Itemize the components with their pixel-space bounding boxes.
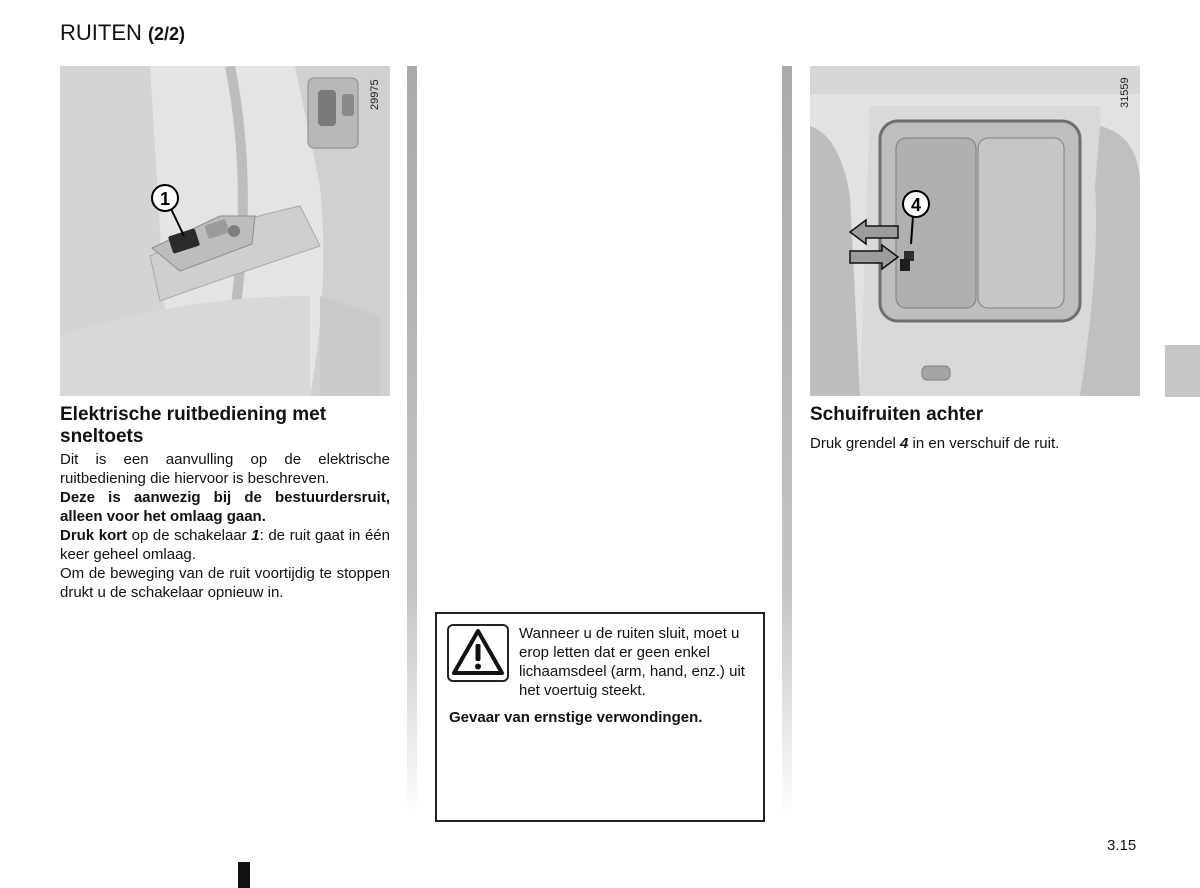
sliding-window-photo bbox=[810, 66, 1140, 396]
section-heading-right: Schuifruiten achter bbox=[810, 404, 984, 425]
column-rule-right bbox=[782, 66, 792, 816]
right-body-text bbox=[810, 434, 1140, 453]
callout-label-4: 4 bbox=[910, 195, 922, 215]
p3-text-a: op de schakelaar bbox=[127, 527, 252, 544]
paragraph-3 bbox=[60, 526, 390, 564]
door-switch-illustration bbox=[60, 66, 390, 396]
paragraph-2: Deze is aanwezig bij de bestuurdersruit, alleen voor het omlaag gaan. bbox=[60, 489, 390, 525]
print-mark bbox=[238, 862, 250, 888]
chapter-tab bbox=[1165, 345, 1200, 397]
callout-label-1: 1 bbox=[159, 189, 171, 209]
right-text-a: Druk grendel bbox=[810, 435, 901, 452]
section-heading-left: Elektrische ruitbediening met sneltoets bbox=[60, 404, 327, 447]
sliding-window-illustration bbox=[810, 66, 1140, 396]
page-title-part: (2/2) bbox=[148, 24, 186, 44]
switch-reference: 1 bbox=[251, 527, 260, 544]
figure-code-left: 29975 bbox=[369, 79, 381, 110]
column-rule-left bbox=[407, 66, 417, 816]
warning-box bbox=[435, 612, 765, 822]
page-title bbox=[60, 20, 185, 47]
door-switch-photo bbox=[60, 66, 390, 396]
left-body-text bbox=[60, 450, 390, 602]
figure-code-right: 31559 bbox=[1119, 77, 1131, 108]
warning-text: Wanneer u de ruiten sluit, moet u erop letten dat er geen enkel lichaamsdeel (arm, hand, enz.) uit het voertuig steekt. bbox=[519, 625, 745, 699]
page-number: 3.15 bbox=[1107, 837, 1137, 854]
paragraph-1: Dit is een aanvulling op de elektrische ruitbediening die hiervoor is beschreven. bbox=[60, 451, 390, 487]
press-short-label: Druk kort bbox=[60, 527, 128, 544]
warning-triangle-icon bbox=[447, 624, 509, 682]
warning-danger-text: Gevaar van ernstige verwondingen. bbox=[449, 709, 703, 726]
paragraph-4: Om de beweging van de ruit voortijdig te stoppen drukt u de schakelaar opnieuw in. bbox=[60, 565, 390, 601]
right-paragraph bbox=[810, 434, 1140, 453]
latch-reference: 4 bbox=[900, 435, 909, 452]
right-text-b: in en verschuif de ruit. bbox=[908, 435, 1060, 452]
page-title-text: RUITEN bbox=[60, 20, 142, 45]
p3-text-b: : de ruit gaat in één keer geheel omlaag. bbox=[60, 527, 390, 563]
